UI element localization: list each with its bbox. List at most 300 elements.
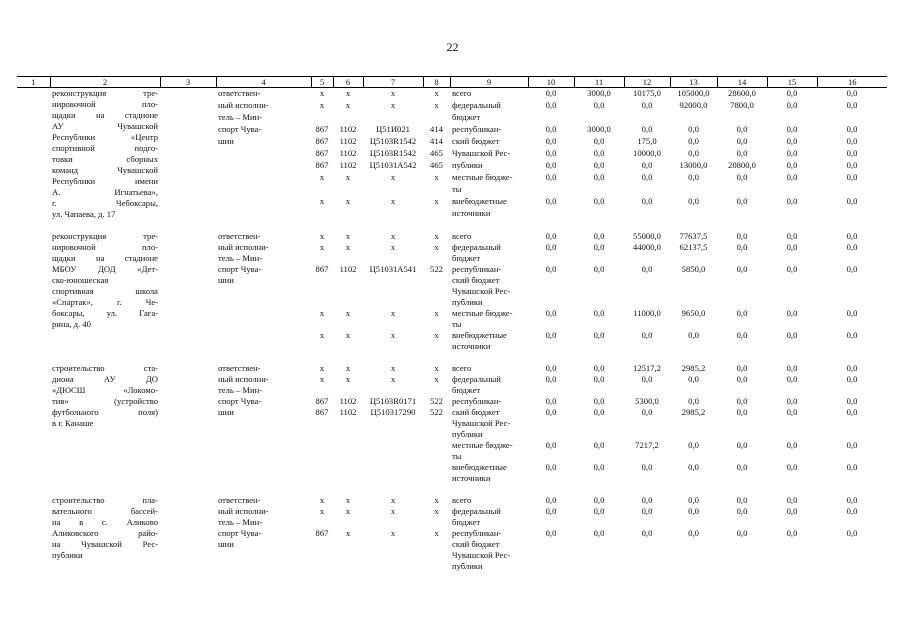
value-2016-cell: 12517,2 (633, 363, 661, 373)
target-article-cell: x (390, 231, 396, 241)
value-2019-cell: 0,0 (786, 407, 798, 417)
grbs-cell: x (319, 374, 325, 384)
value-2019-cell (767, 418, 817, 429)
funding-source-cell: федеральный (452, 506, 501, 516)
value-2019-cell: 0,0 (786, 264, 798, 274)
block-spacer (17, 352, 887, 363)
target-article-cell (363, 550, 423, 561)
value-2019-cell: 0,0 (786, 135, 798, 146)
measure-name-line: на Чувашской Рес- (52, 539, 158, 549)
measure-name-line: ско-юношеская (52, 275, 109, 285)
section-cell (333, 550, 363, 561)
grbs-cell (311, 429, 333, 440)
value-2019-cell (767, 385, 817, 396)
value-2018-cell: 20800,0 (728, 159, 756, 170)
value-2019-cell (767, 275, 817, 286)
value-2016-cell (624, 550, 670, 561)
value-2019-cell: 0,0 (786, 495, 798, 505)
value-2017-cell: 0,0 (688, 124, 699, 134)
value-2018-cell (717, 473, 767, 484)
measure-name (50, 231, 160, 352)
measure-name-line: строительство пла- (52, 495, 158, 505)
value-2017-cell (670, 208, 717, 220)
value-2016-cell (624, 517, 670, 528)
section-cell (333, 462, 363, 473)
column-header: 6 (333, 77, 363, 88)
target-article-cell: Ц5103R0171 (369, 396, 417, 406)
expense-type-cell: x (434, 495, 439, 505)
executor-cell: ответствен- (218, 88, 261, 98)
measure-name-line: реконструкция тре- (52, 231, 158, 241)
column-header: 10 (528, 77, 574, 88)
measure-name-line: нировочной пло- (52, 242, 158, 252)
executor-cell: шии (218, 407, 234, 417)
column-header: 14 (717, 77, 767, 88)
value-2017-cell (670, 341, 717, 352)
value-2019-cell (767, 451, 817, 462)
value-2020-cell: 0,0 (846, 528, 858, 538)
grbs-cell: 867 (315, 396, 329, 406)
value-2020-cell: 0,0 (846, 374, 858, 384)
expense-type-cell: x (434, 231, 439, 241)
measure-name-line: нировочной пло- (52, 99, 158, 109)
value-2018-cell: 0,0 (736, 171, 748, 182)
value-2018-cell: 0,0 (736, 330, 748, 340)
grbs-cell (311, 112, 333, 124)
value-2014-cell: 0,0 (545, 242, 557, 252)
funding-source-cell: внебюджетные (452, 330, 507, 340)
value-2018-cell: 0,0 (736, 242, 748, 252)
executor-cell: тель – Мин- (218, 385, 263, 395)
expense-type-cell: x (434, 308, 439, 318)
value-2018-cell: 0,0 (736, 374, 748, 384)
value-2015-cell: 0,0 (593, 100, 605, 111)
expense-type-cell: x (434, 171, 439, 182)
grbs-cell (311, 550, 333, 561)
target-article-cell (363, 286, 423, 297)
measure-name-line: МБОУ ДОД «Дет- (52, 264, 158, 274)
value-2017-cell (670, 286, 717, 297)
target-article-cell (363, 473, 423, 484)
expense-type-cell (423, 451, 450, 462)
executor-cell: спорт Чува- (218, 396, 262, 406)
expense-type-cell: x (434, 330, 439, 340)
expense-type-cell (423, 561, 450, 572)
value-2014-cell (528, 341, 574, 352)
value-2017-cell (670, 275, 717, 286)
executor-cell (216, 160, 311, 172)
target-article-cell (363, 341, 423, 352)
section-cell: x (345, 495, 351, 505)
section-cell (333, 341, 363, 352)
value-2015-cell: 0,0 (593, 308, 605, 318)
value-2018-cell (717, 517, 767, 528)
value-2014-cell (528, 112, 574, 124)
section-cell (333, 275, 363, 286)
value-2016-cell (624, 473, 670, 484)
target-article-cell: x (390, 195, 396, 206)
funding-source-cell: публики (452, 159, 483, 170)
target-article-cell (363, 319, 423, 330)
section-cell: x (345, 330, 351, 340)
value-2020-cell: 0,0 (846, 159, 858, 170)
value-2016-cell (624, 275, 670, 286)
value-2016-cell: 0,0 (641, 407, 653, 417)
section-cell (333, 385, 363, 396)
measure-name-line: вательного бассей- (52, 506, 158, 516)
expense-type-cell: x (434, 506, 439, 516)
grbs-cell (311, 517, 333, 528)
target-article-cell: x (390, 506, 396, 516)
value-2020-cell: 0,0 (846, 462, 858, 472)
funding-source-cell: бюджет (452, 112, 481, 123)
funding-source-cell: ты (452, 183, 462, 194)
value-2019-cell: 0,0 (786, 308, 798, 318)
expense-type-cell (423, 297, 450, 308)
column-header: 13 (670, 77, 717, 88)
grbs-cell (311, 440, 333, 451)
value-2018-cell: 0,0 (736, 264, 748, 274)
value-2016-cell: 44000,0 (633, 242, 661, 252)
expense-type-cell (423, 462, 450, 473)
grbs-cell (311, 385, 333, 396)
value-2015-cell (574, 418, 624, 429)
value-2015-cell (574, 517, 624, 528)
column-header: 1 (17, 77, 50, 88)
value-2017-cell (670, 539, 717, 550)
value-2016-cell: 0,0 (641, 495, 653, 505)
value-2018-cell (717, 112, 767, 124)
expense-type-cell: 465 (430, 159, 443, 170)
grbs-cell (311, 275, 333, 286)
funding-source-cell: публики (452, 429, 483, 439)
value-2020-cell: 0,0 (846, 363, 858, 373)
target-article-cell: x (390, 374, 396, 384)
value-2020-cell: 0,0 (846, 171, 858, 182)
value-2015-cell (574, 253, 624, 264)
block-spacer (17, 484, 887, 495)
column-header: 12 (624, 77, 670, 88)
value-2020-cell: 0,0 (846, 100, 858, 111)
grbs-cell: 867 (315, 407, 329, 417)
value-2015-cell: 0,0 (593, 330, 605, 340)
expense-type-cell: 522 (430, 396, 443, 406)
funding-source-cell: всего (452, 363, 472, 373)
value-2016-cell: 0,0 (641, 506, 653, 516)
target-article-cell: x (390, 88, 396, 98)
measure-name (50, 88, 160, 221)
value-2014-cell: 0,0 (545, 195, 557, 206)
value-2018-cell: 0,0 (736, 462, 748, 472)
executor-cell (216, 297, 311, 308)
value-2020-cell (817, 385, 887, 396)
executor-cell (216, 286, 311, 297)
grbs-cell: x (319, 88, 325, 98)
expense-type-cell (423, 184, 450, 196)
expense-type-cell (423, 550, 450, 561)
value-2020-cell (817, 319, 887, 330)
value-2019-cell: 0,0 (786, 124, 798, 134)
value-2016-cell (624, 341, 670, 352)
value-2019-cell: 0,0 (786, 330, 798, 340)
value-2017-cell: 0,0 (688, 147, 699, 158)
executor-cell: спорт Чува- (218, 264, 262, 274)
measure-name-line: в г. Канаше (52, 418, 94, 428)
budget-table (17, 76, 887, 572)
value-2019-cell: 0,0 (786, 195, 798, 206)
target-article-cell (363, 539, 423, 550)
expense-type-cell: x (434, 88, 439, 98)
table-row (17, 88, 887, 101)
measure-name (50, 495, 160, 572)
section-cell (333, 253, 363, 264)
measure-name-line: рина, д. 40 (52, 319, 91, 329)
expense-type-cell: 414 (430, 135, 443, 146)
value-2018-cell: 0,0 (736, 231, 748, 241)
value-2018-cell: 0,0 (736, 506, 748, 516)
value-2014-cell (528, 319, 574, 330)
value-2014-cell (528, 561, 574, 572)
section-cell (333, 440, 363, 451)
value-2014-cell: 0,0 (545, 407, 557, 417)
executor-cell (216, 184, 311, 196)
value-2016-cell: 11000,0 (633, 308, 661, 318)
measure-name-line: щадки на стадионе (52, 253, 158, 263)
executor-cell (216, 473, 311, 484)
value-2016-cell (624, 451, 670, 462)
expense-type-cell: x (434, 100, 439, 111)
funding-source-cell: республикан- (452, 528, 502, 538)
executor-cell: ответствен- (218, 231, 261, 241)
value-2014-cell (528, 517, 574, 528)
value-2020-cell (817, 112, 887, 124)
expense-type-cell: 414 (430, 124, 443, 134)
target-article-cell: Ц5103R1542 (369, 147, 417, 158)
value-2014-cell (528, 286, 574, 297)
funding-source-cell: внебюджетные (452, 462, 507, 472)
value-2014-cell (528, 275, 574, 286)
funding-source-cell: федеральный (452, 374, 501, 384)
target-article-cell (363, 561, 423, 572)
section-cell (333, 517, 363, 528)
value-2019-cell: 0,0 (786, 231, 798, 241)
measure-name-line: команд Чувашской (52, 165, 158, 175)
target-article-cell: Ц51031А542 (369, 159, 417, 170)
value-2019-cell: 0,0 (786, 396, 798, 406)
value-2020-cell (817, 473, 887, 484)
value-2017-cell: 0,0 (688, 171, 699, 182)
value-2018-cell: 0,0 (736, 147, 748, 158)
value-2016-cell: 0,0 (641, 195, 653, 206)
value-2017-cell: 0,0 (688, 330, 699, 340)
funding-source-cell: Чувашской Рес- (452, 286, 511, 296)
funding-source-cell: источники (452, 473, 491, 483)
expense-type-cell (423, 539, 450, 550)
expense-type-cell (423, 440, 450, 451)
section-cell: x (345, 506, 351, 516)
value-2017-cell (670, 473, 717, 484)
target-article-cell (363, 418, 423, 429)
grbs-cell (311, 253, 333, 264)
value-2020-cell (817, 275, 887, 286)
section-cell: x (345, 195, 351, 206)
value-2017-cell: 9650,0 (681, 308, 706, 318)
value-2019-cell: 0,0 (786, 242, 798, 252)
block-spacer (17, 220, 887, 231)
target-article-cell: x (390, 100, 396, 111)
target-article-cell: Ц5103R1542 (369, 135, 417, 146)
measure-name-line: футбольного поля) (52, 407, 158, 417)
value-2019-cell: 0,0 (786, 440, 798, 450)
target-article-cell (363, 429, 423, 440)
value-2015-cell: 0,0 (593, 264, 605, 274)
expense-type-cell: x (434, 242, 439, 252)
grbs-cell: x (319, 242, 325, 252)
expense-type-cell (423, 341, 450, 352)
value-2018-cell (717, 451, 767, 462)
grbs-cell (311, 418, 333, 429)
value-2017-cell (670, 297, 717, 308)
grbs-cell: x (319, 171, 325, 182)
measure-name-line: Республики имени (52, 176, 158, 186)
value-2014-cell (528, 297, 574, 308)
value-2017-cell: 62137,5 (679, 242, 708, 252)
value-2014-cell: 0,0 (545, 363, 557, 373)
value-2020-cell (817, 341, 887, 352)
value-2020-cell: 0,0 (846, 124, 858, 134)
measure-name-line: диона АУ ДО (52, 374, 158, 384)
value-2020-cell: 0,0 (846, 396, 858, 406)
measure-name-line: строительство ста- (52, 363, 158, 373)
measure-name-line: боксары, ул. Гага- (52, 308, 158, 318)
value-2016-cell (624, 539, 670, 550)
value-2015-cell: 0,0 (593, 462, 605, 472)
value-2018-cell (717, 286, 767, 297)
section-cell: x (345, 88, 351, 98)
funding-source-cell: публики (452, 297, 483, 307)
value-2014-cell: 0,0 (545, 147, 557, 158)
value-2020-cell (817, 286, 887, 297)
value-2017-cell: 0,0 (688, 135, 699, 146)
measure-name-line: товки сборных (52, 154, 158, 164)
value-2019-cell (767, 184, 817, 196)
value-2016-cell: 10000,0 (633, 147, 661, 158)
expense-type-cell: 522 (430, 264, 443, 274)
expense-type-cell: x (434, 528, 439, 538)
value-2014-cell (528, 208, 574, 220)
value-2016-cell (624, 319, 670, 330)
expense-type-cell (423, 319, 450, 330)
value-2018-cell: 28600,0 (728, 88, 756, 98)
column-header: 9 (450, 77, 528, 88)
value-2017-cell (670, 429, 717, 440)
value-2015-cell: 0,0 (593, 407, 605, 417)
target-article-cell: x (390, 171, 396, 182)
target-article-cell (363, 208, 423, 220)
target-article-cell (363, 451, 423, 462)
section-cell: x (345, 242, 351, 252)
value-2020-cell: 0,0 (846, 147, 858, 158)
section-cell (333, 286, 363, 297)
value-2016-cell (624, 561, 670, 572)
value-2014-cell (528, 451, 574, 462)
value-2014-cell: 0,0 (545, 135, 557, 146)
value-2015-cell (574, 319, 624, 330)
value-2020-cell (817, 539, 887, 550)
value-2018-cell: 0,0 (736, 124, 748, 134)
value-2020-cell (817, 451, 887, 462)
value-2014-cell (528, 539, 574, 550)
value-2016-cell (624, 385, 670, 396)
measure-name-line: А. Игнатьева», (52, 187, 158, 197)
measure-name-line: щадки на стадионе (52, 110, 158, 120)
value-2014-cell: 0,0 (545, 506, 557, 516)
value-2019-cell: 0,0 (786, 147, 798, 158)
target-article-cell (363, 112, 423, 124)
value-2018-cell: 7800,0 (730, 100, 754, 111)
executor-cell (216, 451, 311, 462)
value-2020-cell (817, 561, 887, 572)
section-cell (333, 319, 363, 330)
expense-type-cell (423, 208, 450, 220)
value-2014-cell: 0,0 (545, 462, 557, 472)
funding-source-cell: публики (452, 561, 483, 571)
section-cell (333, 297, 363, 308)
section-cell: x (345, 171, 351, 182)
value-2017-cell: 0,0 (688, 396, 699, 406)
section-cell: x (345, 374, 351, 384)
value-2018-cell (717, 253, 767, 264)
value-2020-cell (817, 184, 887, 196)
measure-name (50, 363, 160, 484)
executor-cell (216, 418, 311, 429)
value-2015-cell (574, 539, 624, 550)
value-2015-cell: 0,0 (593, 528, 605, 538)
value-2015-cell: 0,0 (593, 231, 605, 241)
value-2015-cell (574, 208, 624, 220)
value-2015-cell (574, 286, 624, 297)
value-2019-cell (767, 473, 817, 484)
value-2018-cell (717, 429, 767, 440)
value-2014-cell: 0,0 (545, 440, 557, 450)
funding-source-cell: ский бюджет (452, 135, 500, 146)
executor-cell: тель – Мин- (218, 112, 263, 123)
executor-cell (216, 429, 311, 440)
executor-cell (216, 148, 311, 160)
value-2015-cell: 0,0 (593, 159, 605, 170)
value-2020-cell: 0,0 (846, 495, 858, 505)
value-2019-cell (767, 297, 817, 308)
funding-source-cell: ский бюджет (452, 407, 500, 417)
measure-name-line: «Спартак», г. Че- (52, 297, 158, 307)
value-2020-cell (817, 297, 887, 308)
executor-cell (216, 341, 311, 352)
measure-name-line: публики (52, 550, 83, 560)
value-2018-cell: 0,0 (736, 495, 748, 505)
funding-source-cell: Чувашской Рес- (452, 550, 511, 560)
value-2018-cell (717, 539, 767, 550)
value-2015-cell: 0,0 (593, 396, 605, 406)
target-article-cell: Ц51И021 (376, 124, 410, 134)
target-article-cell (363, 297, 423, 308)
value-2016-cell (624, 184, 670, 196)
executor-cell (216, 330, 311, 341)
funding-source-cell: всего (452, 495, 472, 505)
section-cell: 1102 (339, 264, 357, 274)
section-cell: 1102 (339, 135, 357, 146)
funding-source-cell: республикан- (452, 396, 502, 406)
value-2014-cell: 0,0 (545, 528, 557, 538)
